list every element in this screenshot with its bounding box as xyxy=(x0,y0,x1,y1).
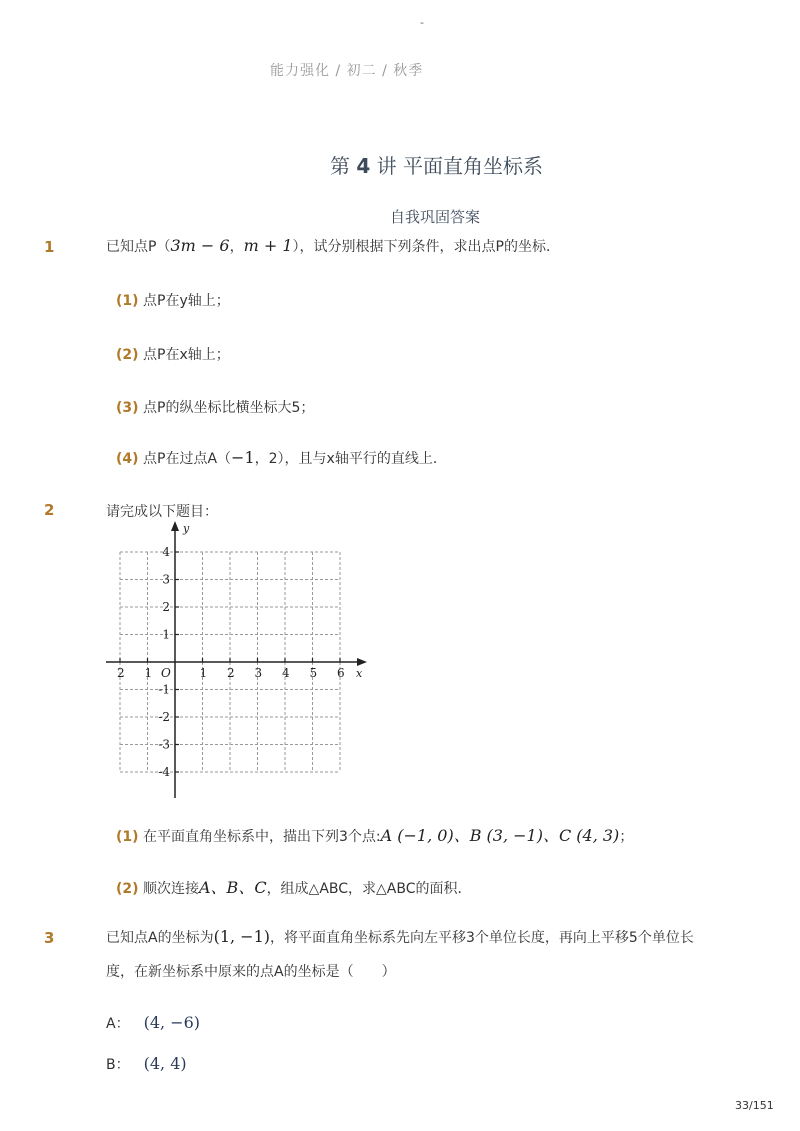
sub-text: 点P在y轴上； xyxy=(143,293,230,309)
q1-sub-4 xyxy=(116,448,447,468)
question-number-1: 1 xyxy=(44,238,55,256)
y-tick-label: -2 xyxy=(158,710,170,724)
q1-text-b: ），试分别根据下列条件，求出点P的坐标． xyxy=(292,239,560,255)
question-2-text: 请完成以下题目： xyxy=(106,504,218,520)
y-tick-label: 1 xyxy=(162,627,170,642)
sub-number: (2) xyxy=(116,881,139,897)
sub-points: A、B、C xyxy=(199,878,267,897)
y-tick-label: 3 xyxy=(162,572,170,587)
page-number: 33/151 xyxy=(735,1099,774,1112)
section-subtitle: 自我巩固答案 xyxy=(390,208,481,226)
sub-text: 点P在x轴上； xyxy=(143,347,230,363)
q1-sep: ， xyxy=(229,239,244,255)
sub-number: (1) xyxy=(116,293,139,309)
title-prefix: 第 xyxy=(330,154,350,178)
q3-coord: (1, −1) xyxy=(213,927,270,946)
axes xyxy=(106,521,367,798)
question-3-text-line-1 xyxy=(106,927,694,947)
sub-number: (3) xyxy=(116,400,139,416)
question-1-text xyxy=(106,236,560,256)
x-tick-label: 4 xyxy=(282,666,290,680)
q2-sub-2 xyxy=(116,875,472,898)
q1-text-a: 已知点P（ xyxy=(106,239,171,255)
y-axis-label: y xyxy=(183,522,190,535)
sub-end: ； xyxy=(619,829,634,845)
x-axis-arrow xyxy=(357,658,367,666)
page-title xyxy=(330,150,543,179)
question-number-3: 3 xyxy=(44,929,55,947)
x-axis-label: x xyxy=(356,667,363,680)
sub-text-b: ，2），且与x轴平行的直线上． xyxy=(254,451,447,467)
x-tick-label: 2 xyxy=(117,666,125,680)
sub-text-a: 顺次连接 xyxy=(143,881,199,897)
option-value: (4, −6) xyxy=(143,1013,200,1032)
option-label: B： xyxy=(106,1057,130,1073)
y-tick-label: 4 xyxy=(162,545,170,559)
y-axis-arrow xyxy=(171,521,179,531)
coordinate-grid xyxy=(100,518,375,803)
option-label: A： xyxy=(106,1016,130,1032)
x-tick-label: 1 xyxy=(199,666,208,680)
title-number: 4 xyxy=(356,154,371,178)
question-number-2: 2 xyxy=(44,501,55,519)
x-tick-label: 1 xyxy=(144,666,153,680)
q1-sub-2 xyxy=(116,344,230,364)
sub-text: 点P的纵坐标比横坐标大5； xyxy=(143,400,315,416)
sub-text-a: 点P在过点A（ xyxy=(143,451,232,467)
q1-sub-1 xyxy=(116,290,230,310)
q2-sub-1 xyxy=(116,823,633,846)
x-tick-label: 6 xyxy=(337,666,345,680)
x-tick-label: 2 xyxy=(227,666,235,680)
y-tick-label: -1 xyxy=(158,682,170,697)
q1-expr-2: m + 1 xyxy=(243,236,293,255)
q3-text-b: ，将平面直角坐标系先向左平移3个单位长度，再向上平移5个单位长 xyxy=(270,930,694,946)
y-tick-label: -3 xyxy=(158,737,170,752)
x-tick-label: 5 xyxy=(309,666,318,680)
option-a[interactable] xyxy=(106,1013,200,1033)
x-tick-label: 3 xyxy=(254,666,263,680)
y-tick-label: -4 xyxy=(158,765,170,779)
q3-text-a: 已知点A的坐标为 xyxy=(106,930,214,946)
origin-label: O xyxy=(161,666,171,680)
sub-expr: −1 xyxy=(231,448,255,467)
sub-points: A (−1, 0)、B (3, −1)、C (4, 3) xyxy=(380,826,620,845)
breadcrumb: 能力强化 / 初二 / 秋季 xyxy=(270,63,424,79)
sub-text: 在平面直角坐标系中，描出下列3个点: xyxy=(143,829,381,845)
q1-sub-3 xyxy=(116,397,314,417)
y-tick-label: 2 xyxy=(162,600,170,614)
sub-text-b: ，组成△ABC，求△ABC的面积． xyxy=(266,881,472,897)
sub-number: (1) xyxy=(116,829,139,845)
q1-expr-1: 3m − 6 xyxy=(170,236,230,255)
sub-number: (4) xyxy=(116,451,139,467)
sub-number: (2) xyxy=(116,347,139,363)
option-b[interactable] xyxy=(106,1054,187,1074)
option-value: (4, 4) xyxy=(143,1054,187,1073)
question-3-text-line-2: 度，在新坐标系中原来的点A的坐标是（ ） xyxy=(106,964,396,980)
tick-labels xyxy=(117,522,363,779)
top-dash: - xyxy=(420,16,424,29)
title-suffix: 讲 平面直角坐标系 xyxy=(376,154,543,178)
